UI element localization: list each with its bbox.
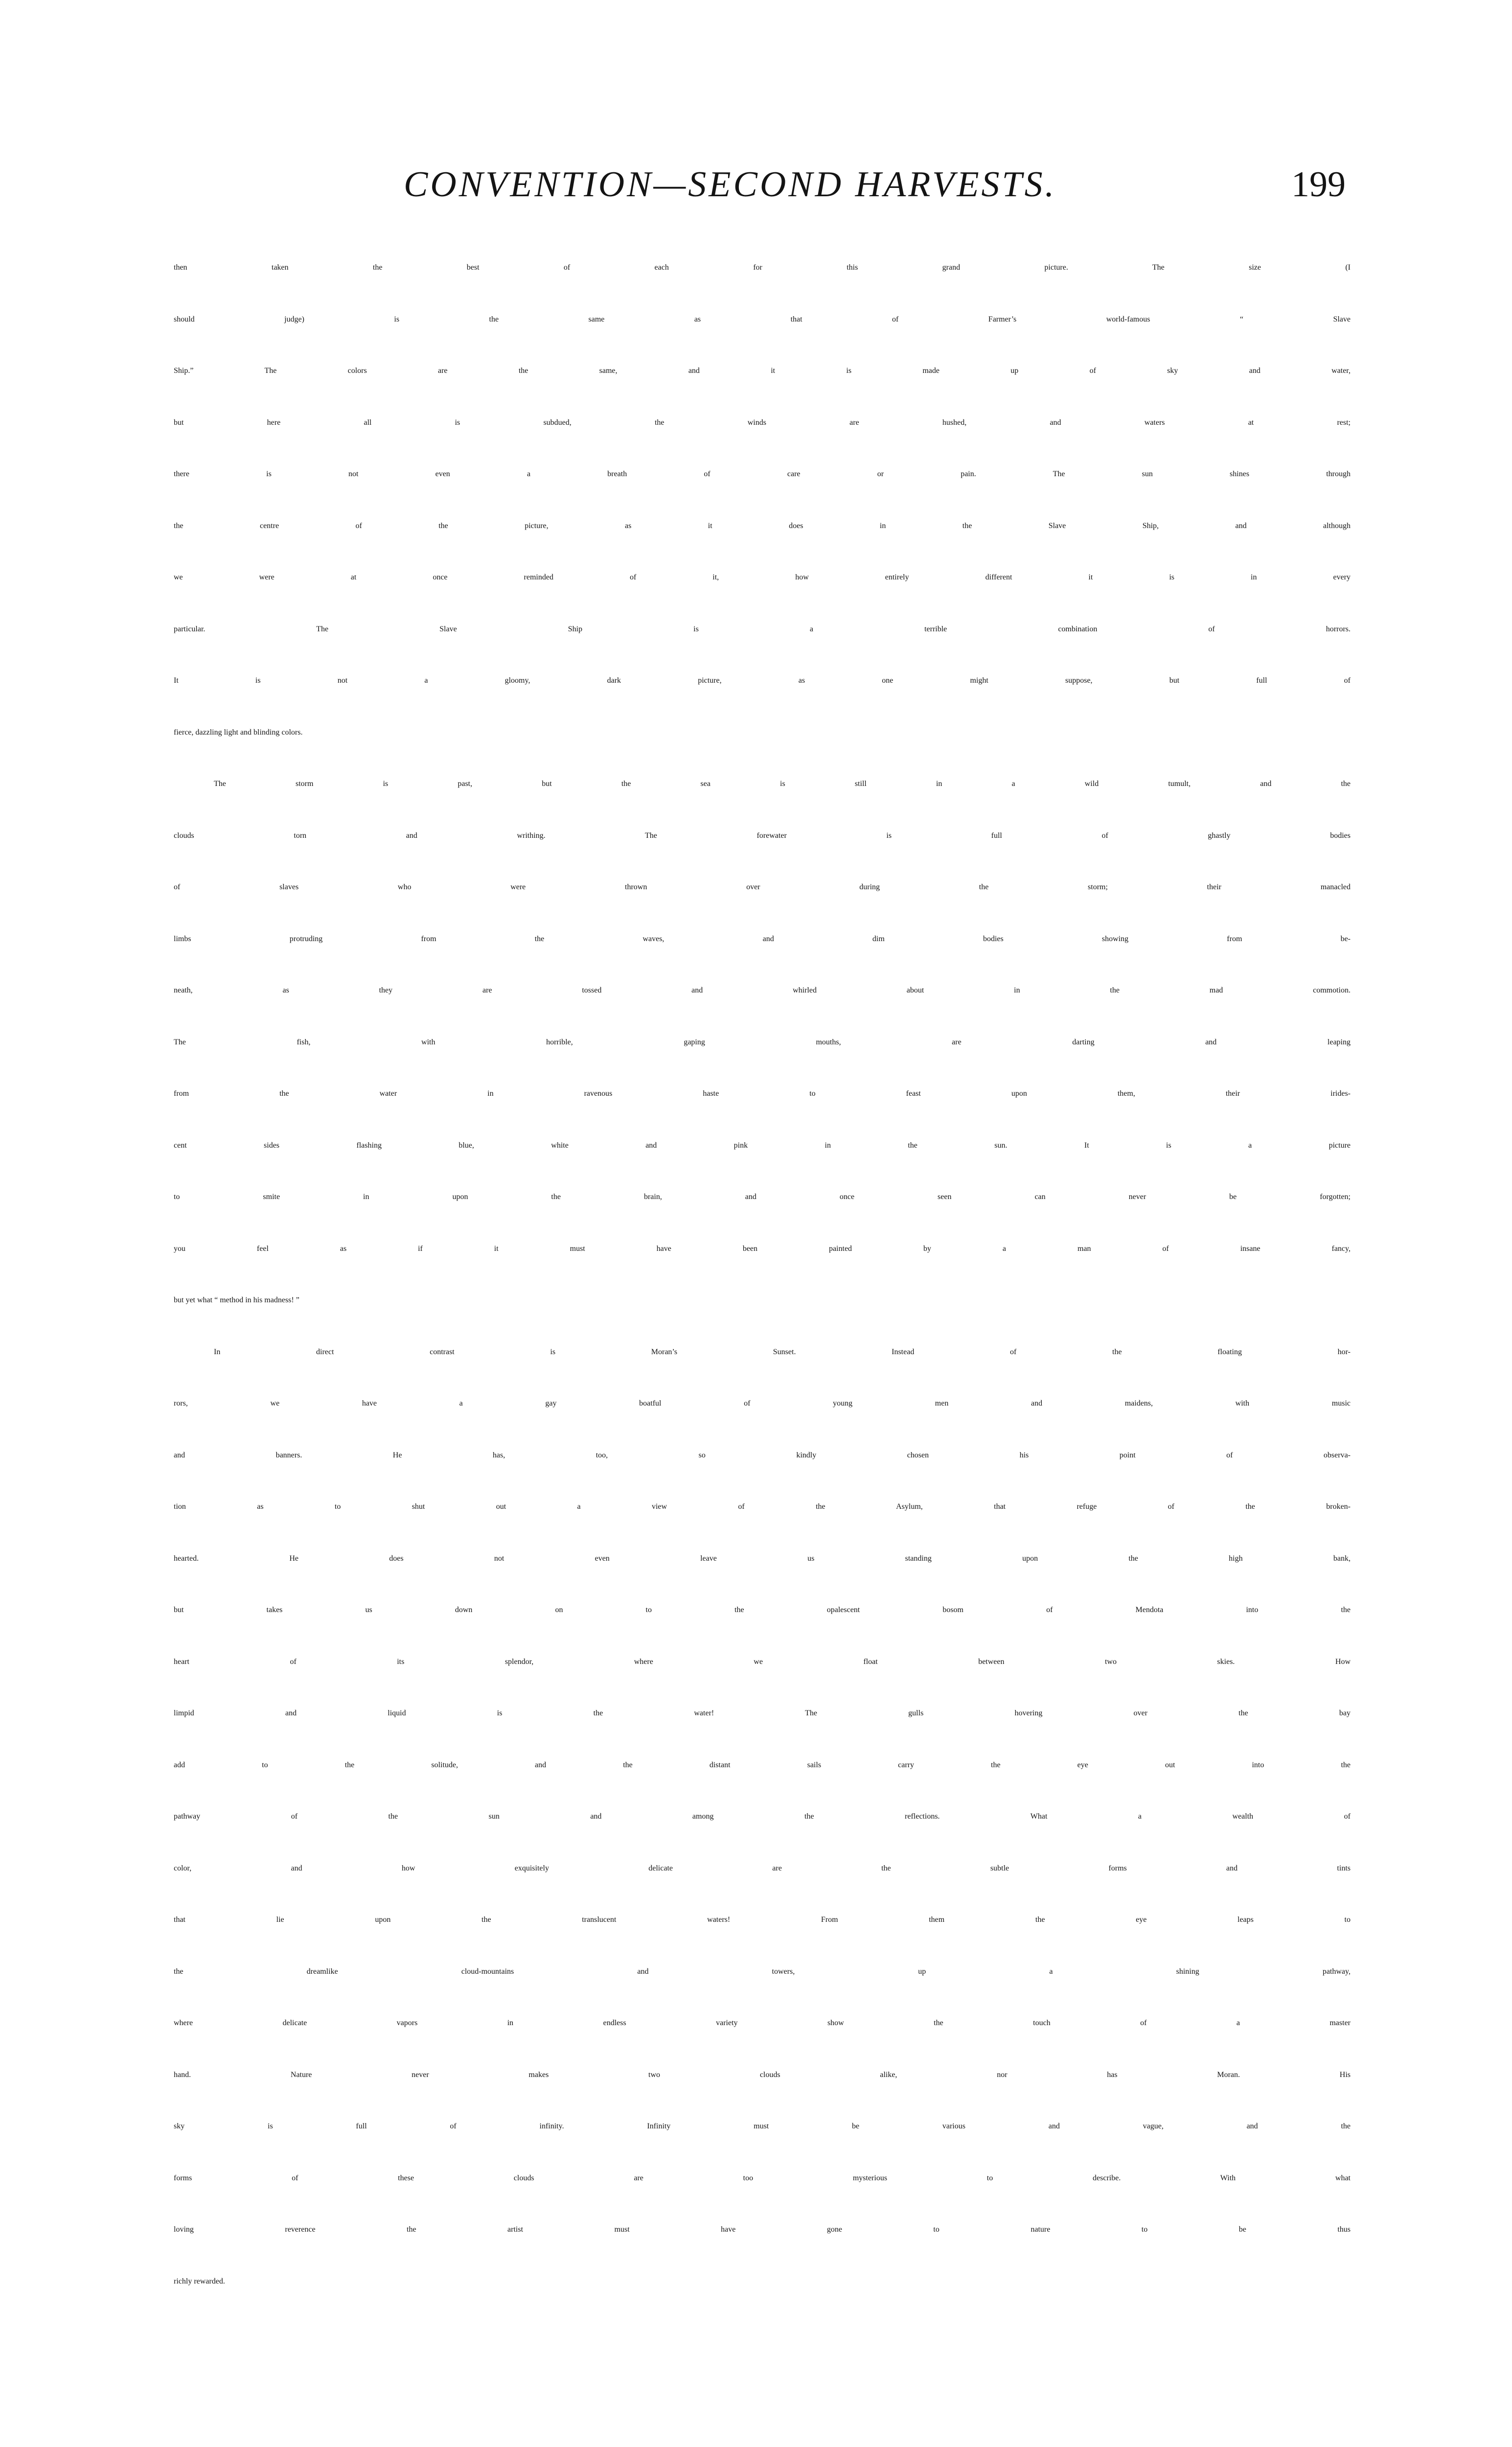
text-line: limpid and liquid is the water! The gulls hovering over the bay	[174, 1709, 1351, 1717]
text-line: Ship.” The colors are the same, and it is made up of sky and water,	[174, 367, 1351, 375]
text-line: we were at once reminded of it, how entirely different it is in every	[174, 573, 1351, 581]
text-line: but here all is subdued, the winds are hushed, and waters at rest;	[174, 418, 1351, 427]
paragraph-1	[174, 263, 1351, 780]
text-line: and banners. He has, too, so kindly chosen his point of observa-	[174, 1451, 1351, 1459]
text-line: there is not even a breath of care or pain. The sun shines through	[174, 470, 1351, 478]
paragraph-3	[174, 1348, 1351, 2329]
text-line: richly rewarded.	[174, 2277, 225, 2285]
text-line: then taken the best of each for this grand picture. The size (I	[174, 263, 1351, 272]
running-head	[169, 158, 1346, 211]
page-number: 199	[1291, 164, 1346, 205]
paragraph-2	[174, 780, 1351, 1348]
text-line: The storm is past, but the sea is still in a wild tumult, and the	[214, 780, 1351, 788]
text-line: The fish, with horrible, gaping mouths, are darting and leaping	[174, 1038, 1351, 1046]
text-line: heart of its splendor, where we float between two skies. How	[174, 1657, 1351, 1666]
text-line: add to the solitude, and the distant sails carry the eye out into the	[174, 1760, 1351, 1769]
text-line: rors, we have a gay boatful of young men and maidens, with music	[174, 1399, 1351, 1408]
text-line: the centre of the picture, as it does in the Slave Ship, and although	[174, 521, 1351, 530]
text-line: but yet what “ method in his madness! ”	[174, 1296, 299, 1304]
text-line: hand. Nature never makes two clouds alike, nor has Moran. His	[174, 2070, 1351, 2079]
text-line: clouds torn and writhing. The forewater is full of ghastly bodies	[174, 831, 1351, 840]
text-line: loving reverence the artist must have gone to nature to be thus	[174, 2225, 1351, 2234]
text-line: limbs protruding from the waves, and dim bodies showing from be-	[174, 934, 1351, 943]
text-line: where delicate vapors in endless variety show the touch of a master	[174, 2019, 1351, 2027]
text-line: In direct contrast is Moran’s Sunset. Instead of the floating hor-	[214, 1347, 1351, 1356]
text-line: of slaves who were thrown over during the storm; their manacled	[174, 883, 1351, 891]
text-line: fierce, dazzling light and blinding colors.	[174, 728, 303, 737]
text-line: particular. The Slave Ship is a terrible combination of horrors.	[174, 624, 1351, 633]
text-line: sky is full of infinity. Infinity must be various and vague, and the	[174, 2122, 1351, 2130]
text-line: neath, as they are tossed and whirled about in the mad commotion.	[174, 986, 1351, 994]
text-line: but takes us down on to the opalescent bosom of Mendota into the	[174, 1606, 1351, 1614]
text-line: forms of these clouds are too mysterious to describe. With what	[174, 2173, 1351, 2182]
text-line: color, and how exquisitely delicate are the subtle forms and tints	[174, 1864, 1351, 1872]
text-line: from the water in ravenous haste to feast upon them, their irides-	[174, 1089, 1351, 1098]
text-line: to smite in upon the brain, and once seen can never be forgotten;	[174, 1193, 1351, 1201]
text-line: cent sides flashing blue, white and pink in the sun. It is a picture	[174, 1141, 1351, 1150]
text-line: It is not a gloomy, dark picture, as one might suppose, but full of	[174, 676, 1351, 685]
text-line: that lie upon the translucent waters! From them the eye leaps to	[174, 1916, 1351, 1924]
text-line: hearted. He does not even leave us standing upon the high bank,	[174, 1554, 1351, 1563]
text-line: should judge) is the same as that of Farmer’s world-famous “ Slave	[174, 315, 1351, 323]
running-title: CONVENTION—SECOND HARVESTS.	[404, 164, 1057, 205]
text-line: the dreamlike cloud-mountains and towers, up a shining pathway,	[174, 1967, 1351, 1976]
body-text	[174, 263, 1351, 2329]
text-line: tion as to shut out a view of the Asylum, that refuge of the broken-	[174, 1502, 1351, 1511]
text-line: you feel as if it must have been painted by a man of insane fancy,	[174, 1244, 1351, 1253]
text-line: pathway of the sun and among the reflections. What a wealth of	[174, 1812, 1351, 1821]
